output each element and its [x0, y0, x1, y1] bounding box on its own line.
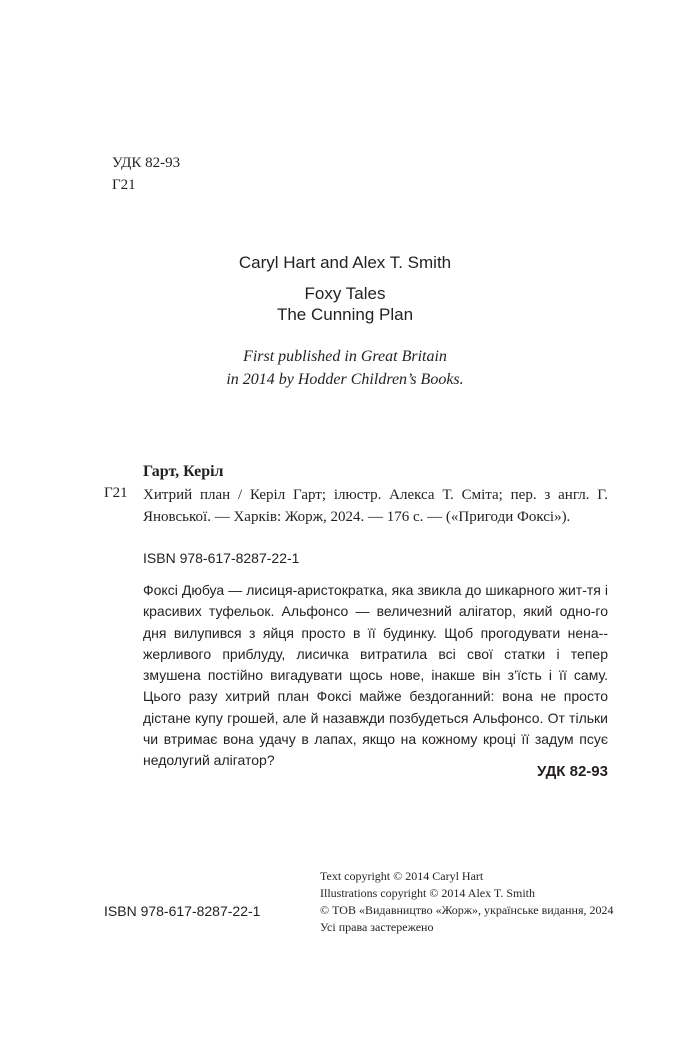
- rights-reserved: Усі права застережено: [320, 920, 434, 934]
- udk-classification-block: [112, 152, 180, 196]
- book-annotation: Фоксі Дюбуа — лисиця-аристократка, яка звикла до шикарного жит-тя і красивих туфельок. Альфонсо — величезний алігатор, який одно-го дня вилупився з яйця просто в її будинку. Щоб прогодувати нена-жерливого приблуду, лисичка витратила всі свої статки і тепер змушена постійно вигадувати щось нове, інакше він з’їсть і її саму. Цього разу хитрий план Фоксі майже бездоганний: вона не просто дістане купу грошей, але й назавжди позбудеться Альфонсо. От тільки чи втримає вона удачу в лапах, якщо на кожному кроці її задум псує недолугий алігатор?: [143, 582, 608, 769]
- catalog-author: Гарт, Керіл: [143, 463, 224, 480]
- copyright-block: [320, 868, 613, 936]
- catalog-code: Г21: [104, 485, 128, 501]
- isbn-bottom: ISBN 978-617-8287-22-1: [104, 903, 261, 919]
- catalog-isbn: ISBN 978-617-8287-22-1: [143, 550, 300, 566]
- publication-line-2: in 2014 by Hodder Children’s Books.: [226, 371, 464, 388]
- illustrations-copyright: Illustrations copyright © 2014 Alex T. Smith: [320, 886, 535, 900]
- udk-code: УДК 82-93: [112, 155, 181, 171]
- original-authors: Caryl Hart and Alex T. Smith: [238, 253, 452, 272]
- catalog-description: Хитрий план / Керіл Гарт; ілюстр. Алекса Т. Сміта; пер. з англ. Г. Яновської. — Харків: Жорж, 2024. — 176 с. — («Пригоди Фоксі»).: [143, 487, 608, 525]
- original-title-block: [0, 283, 690, 325]
- publication-line-1: First published in Great Britain: [243, 348, 447, 365]
- publication-info: [0, 345, 690, 391]
- publisher-copyright: © ТОВ «Видавництво «Жорж», українське видання, 2024: [320, 903, 614, 917]
- book-title: The Cunning Plan: [276, 305, 414, 324]
- udk-bottom: УДК 82-93: [537, 763, 608, 780]
- text-copyright: Text copyright © 2014 Caryl Hart: [320, 869, 484, 883]
- series-title: Foxy Tales: [304, 284, 386, 303]
- author-mark: Г21: [112, 177, 136, 193]
